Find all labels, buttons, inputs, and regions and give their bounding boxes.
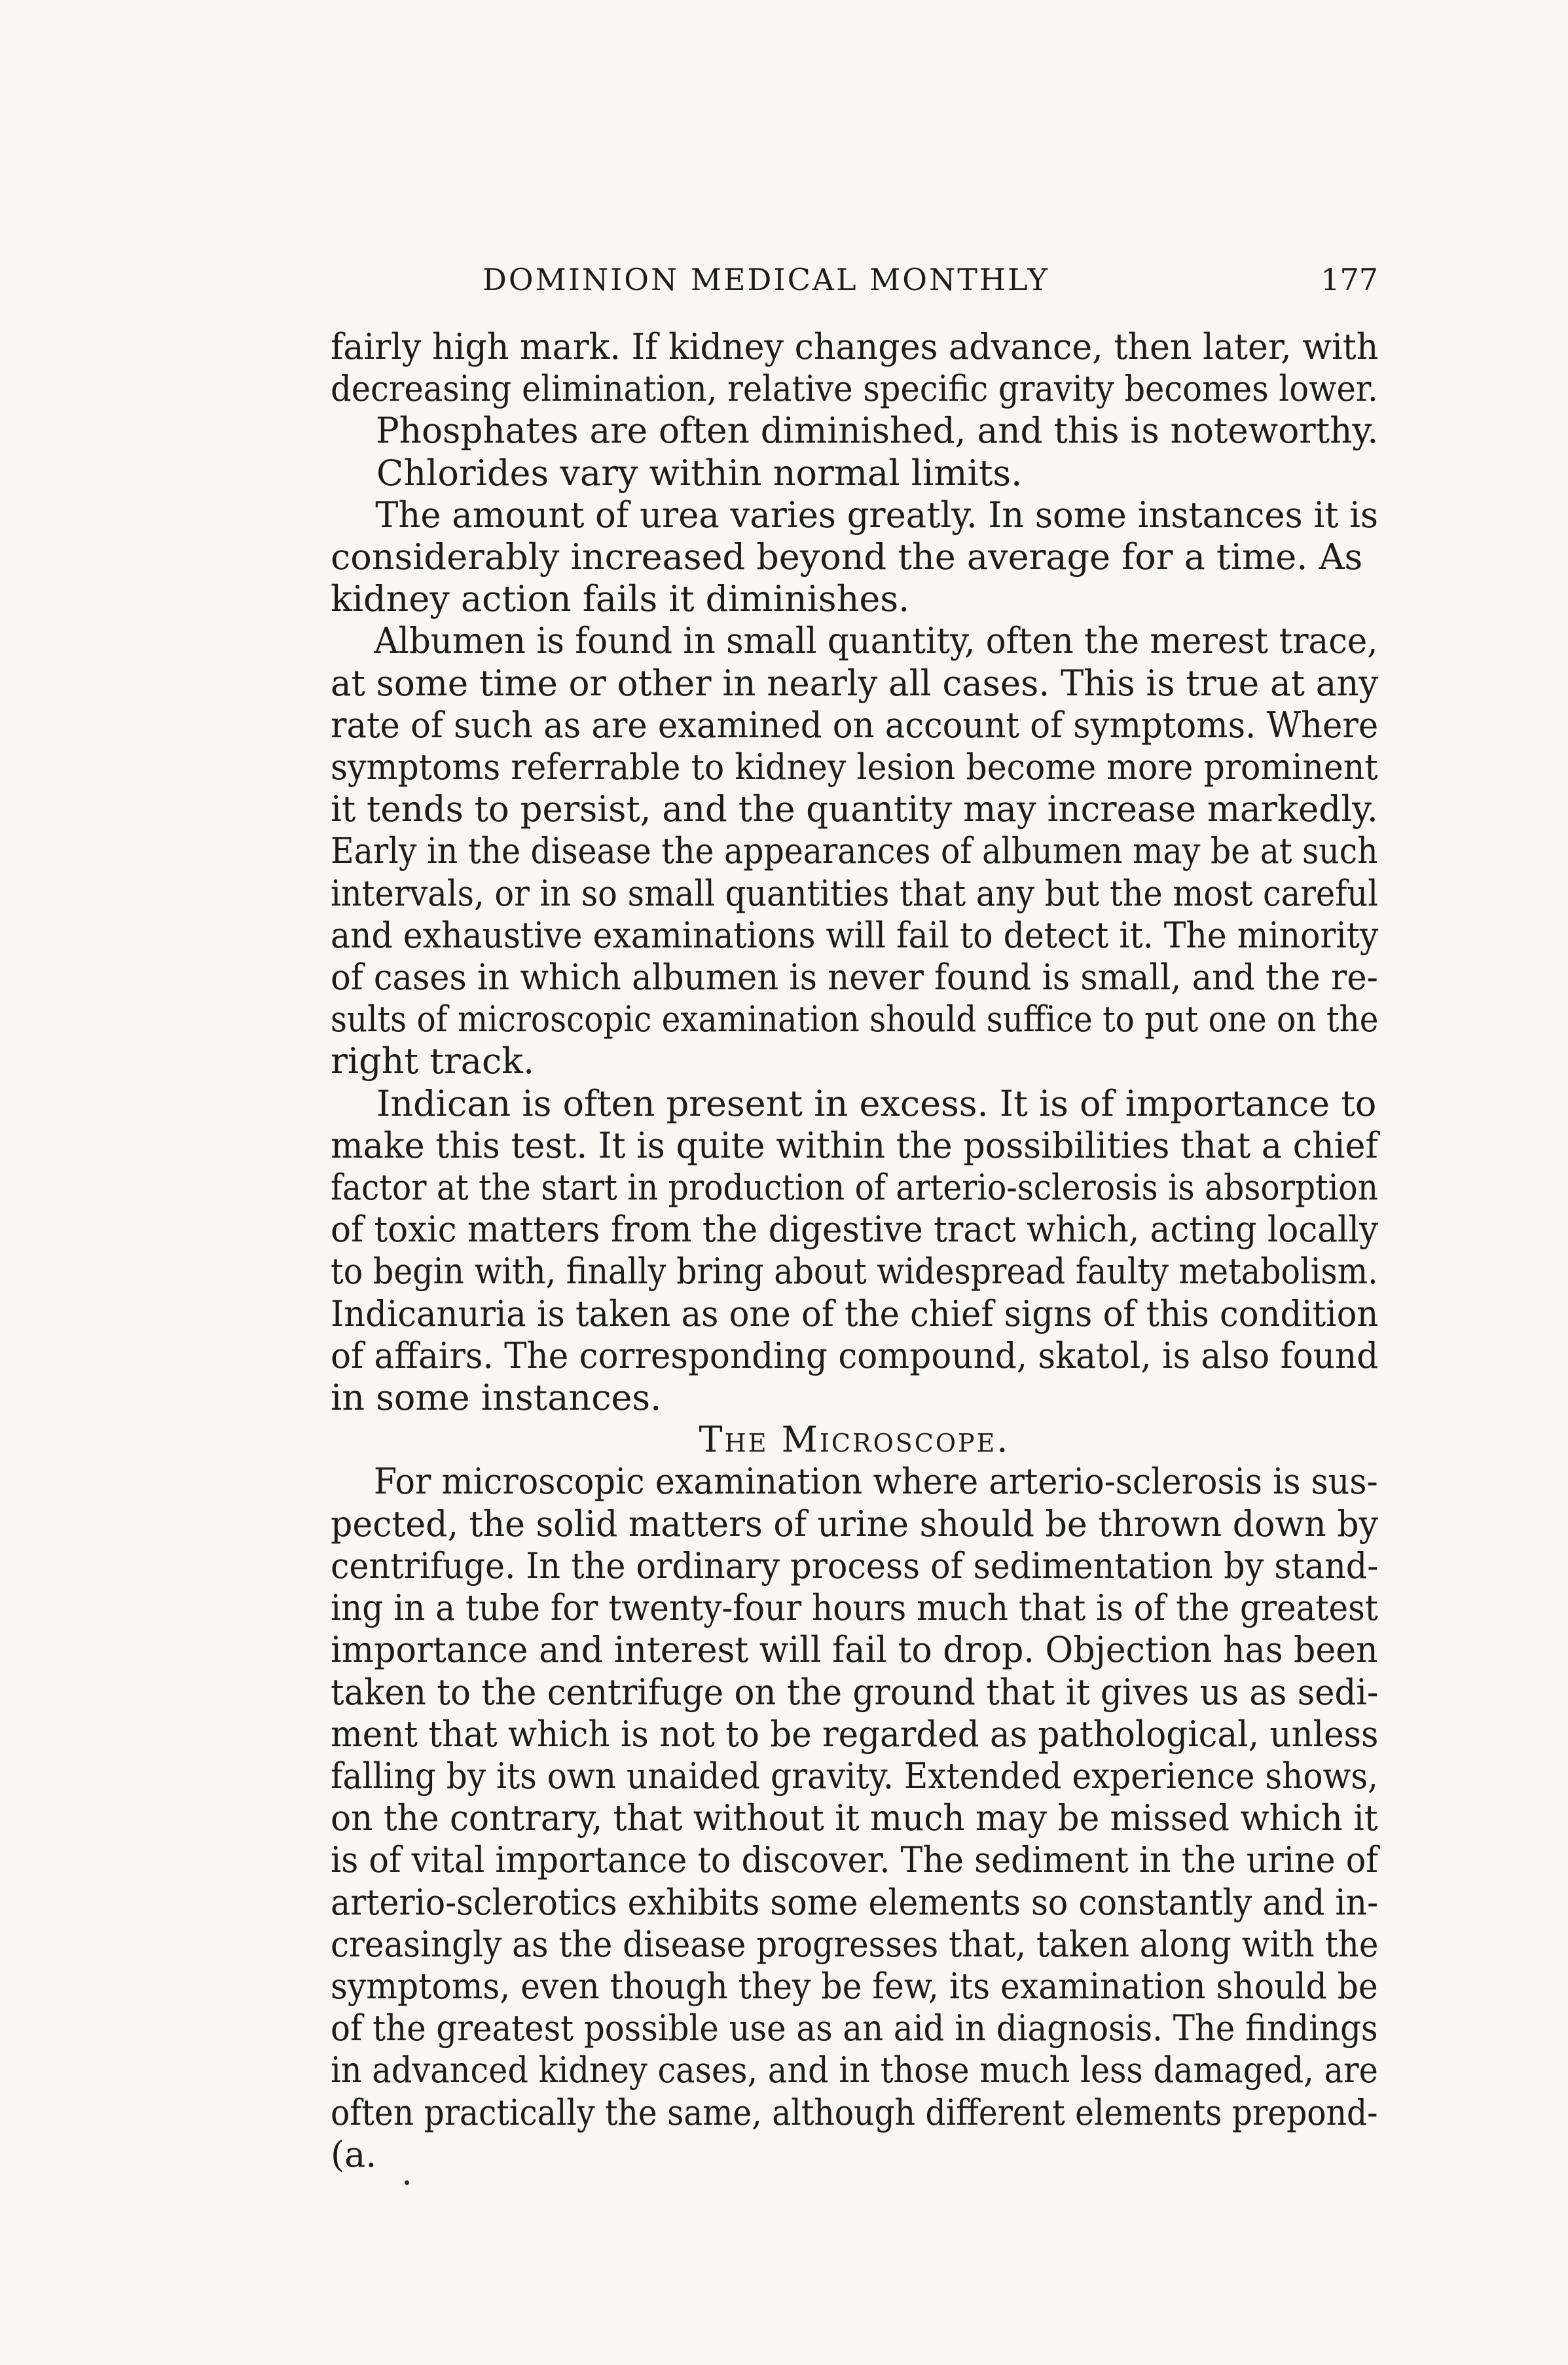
text-line: often practically the same, although different elements prepond- [331, 2091, 1378, 2133]
text-line: to begin with, finally bring about widespread faulty metabolism. [331, 1251, 1378, 1292]
text-line: centrifuge. In the ordinary process of sedimentation by stand- [331, 1545, 1379, 1586]
text-line: in advanced kidney cases, and in those much less damaged, are [331, 2049, 1378, 2091]
text-line: Indican is often present in excess. It is of importance to [376, 1082, 1377, 1124]
running-head [331, 262, 1378, 308]
text-line: Chlorides vary within normal limits. [376, 452, 1023, 494]
text-line: For microscopic examination where arterio-sclerosis is sus- [373, 1461, 1378, 1503]
text-line: of the greatest possible use as an aid in diagnosis. The findings [331, 2008, 1378, 2049]
text-line: arterio-sclerotics exhibits some elements so constantly and in- [331, 1881, 1379, 1923]
text-line: sults of microscopic examination should suffice to put one on the [331, 999, 1379, 1040]
text-line: right track. [331, 1040, 535, 1082]
text-line: Indicanuria is taken as one of the chief signs of this condition [331, 1292, 1379, 1334]
text-line: falling by its own unaided gravity. Extended experience shows, [331, 1755, 1378, 1797]
text-line: it tends to persist, and the quantity may increase markedly. [331, 788, 1378, 830]
page-number: 177 [1321, 262, 1378, 297]
text-line: (a. [331, 2133, 377, 2175]
text-line: on the contrary, that without it much may be missed which it [331, 1797, 1378, 1839]
text-line: Early in the disease the appearances of albumen may be at such [331, 830, 1378, 872]
text-line: fairly high mark. If kidney changes advance, then later, with [331, 326, 1379, 367]
body-text [331, 326, 1378, 2176]
text-line: of toxic matters from the digestive tract which, acting locally [331, 1209, 1379, 1251]
text-line: of cases in which albumen is never found is small, and the re- [331, 957, 1378, 999]
text-line: of affairs. The corresponding compound, skatol, is also found [331, 1334, 1379, 1376]
text-line: considerably increased beyond the average for a time. As [331, 536, 1363, 578]
text-line: in some instances. [331, 1377, 662, 1419]
text-line: kidney action fails it diminishes. [331, 578, 910, 620]
text-line: taken to the centrifuge on the ground that it gives us as sedi- [331, 1671, 1379, 1713]
text-line: symptoms, even though they be few, its examination should be [331, 1965, 1378, 2007]
text-line: Phosphates are often diminished, and this is noteworthy. [375, 410, 1379, 452]
text-line: ing in a tube for twenty-four hours much that is of the greatest [331, 1587, 1378, 1629]
text-line: at some time or other in nearly all cases. This is true at any [331, 662, 1379, 704]
stray-ink-mark [405, 2180, 409, 2185]
text-line: symptoms referrable to kidney lesion become more prominent [331, 746, 1378, 788]
text-line: decreasing elimination, relative specific gravity becomes lower. [331, 368, 1378, 410]
text-line: importance and interest will fail to drop. Objection has been [331, 1629, 1378, 1671]
text-line: is of vital importance to discover. The sediment in the urine of [331, 1839, 1378, 1881]
text-line: Albumen is found in small quantity, often the merest trace, [374, 620, 1378, 662]
text-line: factor at the start in production of arterio-sclerosis is absorption [331, 1167, 1378, 1209]
text-line: creasingly as the disease progresses that, taken along with the [331, 1923, 1379, 1965]
text-line: and exhaustive examinations will fail to detect it. The minority [331, 914, 1379, 956]
text-line: rate of such as are examined on account of symptoms. Where [331, 704, 1379, 746]
text-line: make this test. It is quite within the possibilities that a chief [331, 1124, 1378, 1166]
text-line: ment that which is not to be regarded as pathological, unless [331, 1713, 1379, 1755]
text-line: pected, the solid matters of urine should be thrown down by [331, 1503, 1379, 1545]
text-line: intervals, or in so small quantities that any but the most careful [331, 872, 1379, 914]
section-heading: The Microscope. [699, 1419, 1010, 1461]
journal-title: DOMINION MEDICAL MONTHLY [483, 262, 1050, 297]
text-line: The amount of urea varies greatly. In some instances it is [375, 494, 1379, 536]
